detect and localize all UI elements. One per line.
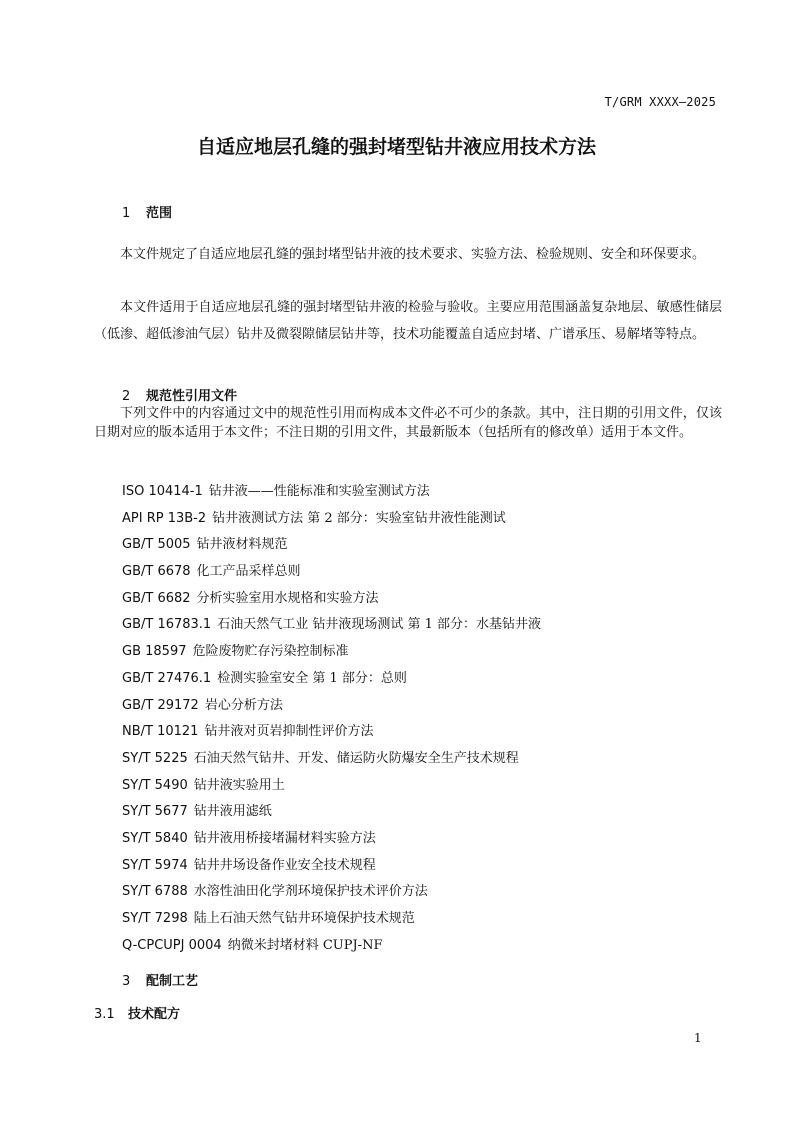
reference-code: ISO 10414-1 [122, 484, 203, 499]
reference-title: 钻井液用桥接堵漏材料实验方法 [193, 830, 376, 846]
subsection-3-1-heading [94, 1003, 180, 1022]
reference-title: 危险废物贮存污染控制标准 [192, 644, 349, 660]
reference-title: 钻井井场设备作业安全技术规程 [193, 857, 376, 873]
reference-code: SY/T 5677 [122, 804, 188, 820]
reference-code: SY/T 5974 [122, 857, 188, 873]
standard-code: T/GRM XXXX—2025 [604, 95, 716, 109]
reference-code: SY/T 7298 [122, 911, 188, 926]
reference-code: SY/T 5225 [122, 750, 188, 766]
reference-item [122, 826, 742, 853]
reference-item [122, 719, 742, 746]
section-number: 1 [122, 206, 131, 221]
reference-item [122, 906, 742, 933]
subsection-title: 技术配方 [128, 1007, 181, 1022]
reference-title: 钻井液——性能标准和实验室测试方法 [208, 484, 430, 499]
reference-item [122, 799, 742, 826]
reference-title: 钻井液材料规范 [196, 537, 288, 553]
reference-item [122, 479, 742, 506]
section-title: 配制工艺 [146, 974, 199, 989]
reference-code: GB/T 29172 [122, 697, 199, 713]
reference-title: 钻井液用滤纸 [193, 804, 272, 820]
subsection-number: 3.1 [94, 1007, 115, 1022]
reference-title: 石油天然气工业 钻井液现场测试 第 1 部分：水基钻井液 [217, 617, 542, 633]
reference-title: 陆上石油天然气钻井环境保护技术规范 [193, 911, 415, 926]
reference-item [122, 746, 742, 773]
document-title: 自适应地层孔缝的强封堵型钻井液应用技术方法 [196, 136, 596, 158]
reference-item [122, 879, 742, 906]
reference-code: GB 18597 [122, 644, 187, 660]
scope-paragraph-1: 本文件规定了自适应地层孔缝的强封堵型钻井液的技术要求、实验方法、检验规则、安全和环保要求。 [120, 247, 706, 262]
reference-code: SY/T 5840 [122, 830, 188, 846]
section-number: 3 [122, 974, 131, 989]
reference-code: GB/T 5005 [122, 537, 191, 553]
reference-item [122, 612, 742, 639]
reference-item [122, 506, 742, 533]
reference-code: GB/T 16783.1 [122, 617, 212, 633]
reference-title: 分析实验室用水规格和实验方法 [196, 590, 379, 606]
reference-title: 钻井液测试方法 第 2 部分：实验室钻井液性能测试 [212, 510, 506, 526]
section-title: 范围 [146, 206, 173, 221]
reference-code: GB/T 6678 [122, 564, 191, 580]
reference-item [122, 933, 742, 960]
reference-code: Q-CPCUPJ 0004 [122, 937, 222, 953]
reference-item [122, 532, 742, 559]
reference-title: 钻井液实验用土 [193, 777, 285, 793]
reference-title: 钻井液对页岩抑制性评价方法 [204, 724, 374, 740]
reference-item [122, 853, 742, 880]
reference-code: GB/T 27476.1 [122, 670, 212, 686]
section-2-heading [122, 385, 237, 404]
reference-title: 岩心分析方法 [204, 697, 283, 713]
reference-code: SY/T 6788 [122, 884, 188, 900]
reference-title: 石油天然气钻井、开发、储运防火防爆安全生产技术规程 [193, 750, 519, 766]
section-3-heading [122, 970, 198, 989]
reference-item [122, 639, 742, 666]
section-1-heading [122, 202, 172, 221]
reference-code: SY/T 5490 [122, 777, 188, 793]
section-title: 规范性引用文件 [146, 389, 238, 404]
reference-item [122, 559, 742, 586]
reference-code: NB/T 10121 [122, 724, 199, 740]
reference-title: 检测实验室安全 第 1 部分：总则 [217, 670, 407, 686]
reference-item [122, 666, 742, 693]
normative-refs-intro: 下列文件中的内容通过文中的规范性引用而构成本文件必不可少的条款。其中，注日期的引用文件，仅该日期对应的版本适用于本文件；不注日期的引用文件，其最新版本（包括所有的修改单）适用于本文件。 [94, 406, 722, 440]
page-number: 1 [694, 1031, 702, 1045]
reference-title: 纳微米封堵材料 CUPJ-NF [227, 937, 383, 953]
reference-item [122, 693, 742, 720]
reference-code: GB/T 6682 [122, 590, 191, 606]
reference-item [122, 586, 742, 613]
reference-code: API RP 13B-2 [122, 510, 207, 526]
reference-title: 化工产品采样总则 [196, 564, 301, 580]
reference-list [122, 479, 742, 959]
reference-title: 水溶性油田化学剂环境保护技术评价方法 [193, 884, 428, 900]
section-number: 2 [122, 389, 131, 404]
scope-paragraph-2: 本文件适用于自适应地层孔缝的强封堵型钻井液的检验与验收。主要应用范围涵盖复杂地层、敏感性储层（低渗、超低渗油气层）钻井及微裂隙储层钻井等，技术功能覆盖自适应封堵、广谱承压、易解堵等特点。 [94, 300, 722, 342]
reference-item [122, 773, 742, 800]
